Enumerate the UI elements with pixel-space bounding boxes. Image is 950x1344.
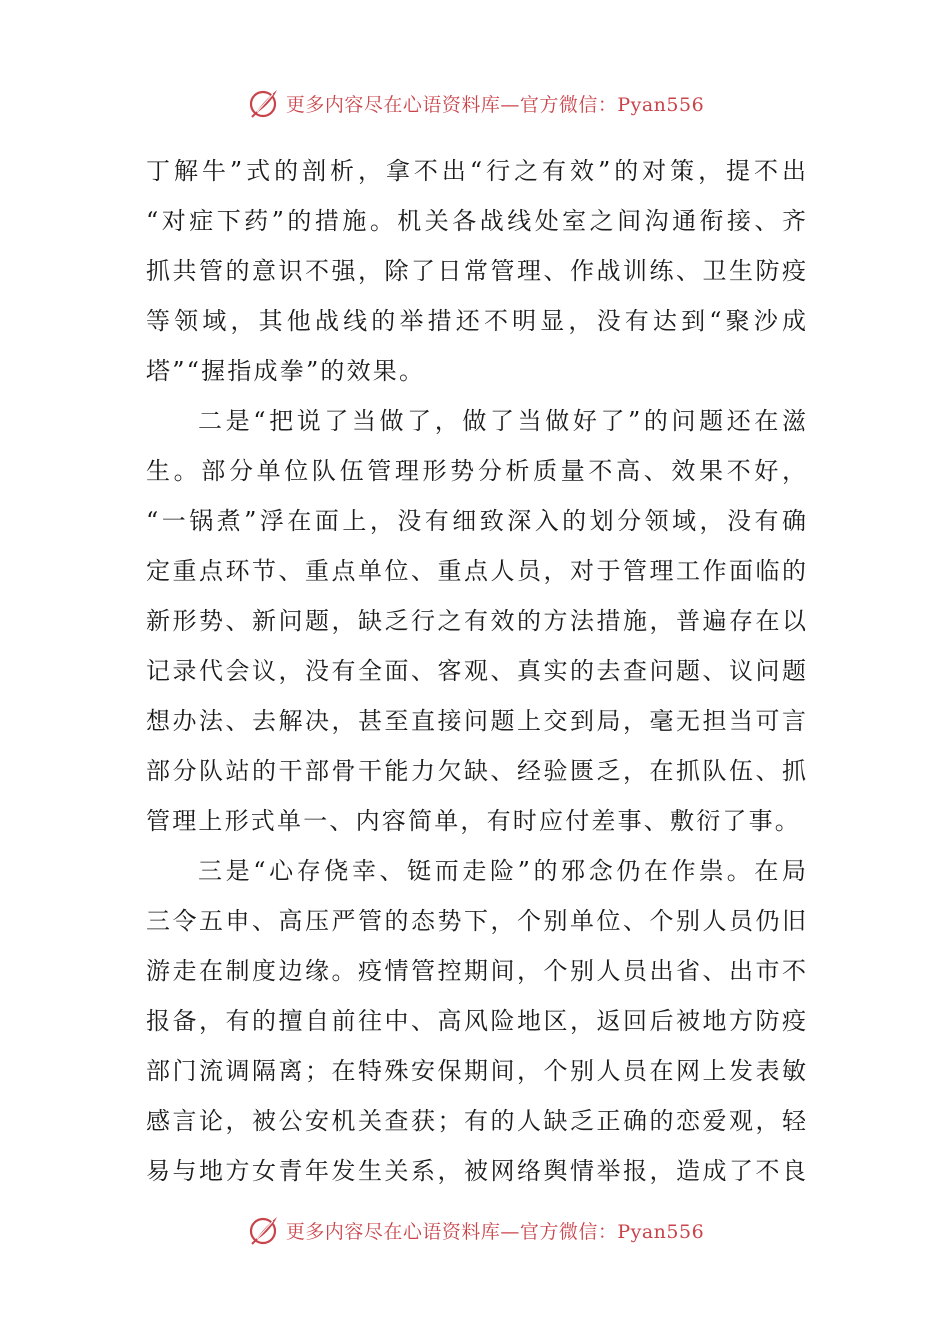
text-line: 定重点环节、重点单位、重点人员，对于管理工作面临的 bbox=[146, 557, 806, 585]
footer-banner bbox=[0, 1210, 950, 1250]
text-line: 想办法、去解决，甚至直接问题上交到局，毫无担当可言 bbox=[146, 707, 806, 735]
text-line: 塔”“握指成拳”的效果。 bbox=[146, 357, 426, 385]
text-line: 报备，有的擅自前往中、高风险地区，返回后被地方防疫 bbox=[146, 1007, 806, 1035]
text-line: 游走在制度边缘。疫情管控期间，个别人员出省、出市不 bbox=[146, 957, 806, 985]
header-banner bbox=[0, 83, 950, 123]
text-line: 二是“把说了当做了，做了当做好了”的问题还在滋 bbox=[198, 407, 806, 435]
text-line: 抓共管的意识不强，除了日常管理、作战训练、卫生防疫 bbox=[146, 257, 806, 285]
text-line: “一锅煮”浮在面上，没有细致深入的划分领域，没有确 bbox=[146, 507, 806, 535]
feather-pen-logo-icon bbox=[246, 85, 282, 121]
text-line: 易与地方女青年发生关系，被网络舆情举报，造成了不良 bbox=[146, 1157, 806, 1185]
text-line: 生。部分单位队伍管理形势分析质量不高、效果不好， bbox=[146, 457, 806, 485]
text-line: 部分队站的干部骨干能力欠缺、经验匮乏，在抓队伍、抓 bbox=[146, 757, 806, 785]
feather-pen-logo-icon bbox=[246, 1212, 282, 1248]
text-line: “对症下药”的措施。机关各战线处室之间沟通衔接、齐 bbox=[146, 207, 806, 235]
text-line: 新形势、新问题，缺乏行之有效的方法措施，普遍存在以 bbox=[146, 607, 806, 635]
text-line: 三令五申、高压严管的态势下，个别单位、个别人员仍旧 bbox=[146, 907, 806, 935]
text-line: 感言论，被公安机关查获；有的人缺乏正确的恋爱观，轻 bbox=[146, 1107, 806, 1135]
text-line: 等领域，其他战线的举措还不明显，没有达到“聚沙成 bbox=[146, 307, 806, 335]
text-line: 记录代会议，没有全面、客观、真实的去查问题、议问题 bbox=[146, 657, 806, 685]
text-line: 管理上形式单一、内容简单，有时应付差事、敷衍了事。 bbox=[146, 807, 801, 835]
text-line: 丁解牛”式的剖析，拿不出“行之有效”的对策，提不出 bbox=[146, 157, 806, 185]
banner-text: 更多内容尽在心语资料库—官方微信：Pyan556 bbox=[285, 1220, 705, 1243]
document-body bbox=[146, 146, 806, 1196]
text-line: 部门流调隔离；在特殊安保期间，个别人员在网上发表敏 bbox=[146, 1057, 806, 1085]
text-line: 三是“心存侥幸、铤而走险”的邪念仍在作祟。在局 bbox=[198, 857, 806, 885]
banner-text: 更多内容尽在心语资料库—官方微信：Pyan556 bbox=[285, 93, 705, 116]
